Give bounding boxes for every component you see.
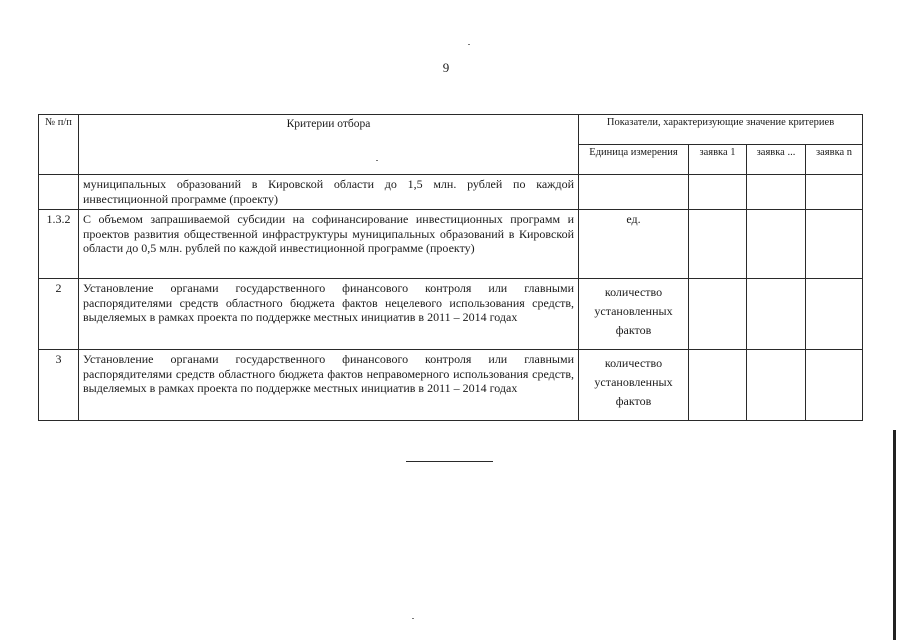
row-criterion: Установление органами государственного финансового контроля или главными распорядителями средств областного бюджета фактов неправомерного использования средств, выделяемых в рамках проекта по поддержке местных инициатив в 2011 – 2014 годах — [79, 350, 579, 421]
row-value-application-n — [806, 350, 863, 421]
row-value-application-1 — [689, 350, 747, 421]
closing-rule — [406, 461, 493, 462]
header-application-1: заявка 1 — [689, 145, 747, 175]
header-application-n: заявка n — [806, 145, 863, 175]
row-unit: количество установленных фактов — [579, 350, 689, 421]
row-criterion: Установление органами государственного финансового контроля или главными распорядителями средств областного бюджета фактов нецелевого использования средств, выделяемых в рамках проекта по поддержке местных инициатив в 2011 – 2014 годах — [79, 279, 579, 350]
row-number: 3 — [39, 350, 79, 421]
header-num: № п/п — [39, 115, 79, 175]
header-indicators: Показатели, характеризующие значение критериев — [579, 115, 863, 145]
scan-speck — [468, 44, 470, 45]
row-value-application-mid — [747, 350, 806, 421]
row-value-application-n — [806, 175, 863, 210]
table-row — [39, 210, 863, 279]
header-criteria: Критерии отбора — [79, 115, 579, 175]
row-value-application-mid — [747, 175, 806, 210]
row-unit — [579, 175, 689, 210]
table-row — [39, 279, 863, 350]
table-row — [39, 350, 863, 421]
criteria-table — [38, 114, 863, 421]
row-value-application-n — [806, 279, 863, 350]
row-value-application-1 — [689, 279, 747, 350]
row-criterion: муниципальных образований в Кировской области до 1,5 млн. рублей по каждой инвестиционной программе (проекту) — [79, 175, 579, 210]
row-value-application-1 — [689, 210, 747, 279]
row-criterion: С объемом запрашиваемой субсидии на софинансирование инвестиционных программ и проектов развития общественной инфраструктуры муниципальных образований в Кировской области до 0,5 млн. рублей по каждой инвестиционной программе (проекту) — [79, 210, 579, 279]
row-number: 2 — [39, 279, 79, 350]
page-number: 9 — [442, 60, 450, 75]
table-row — [39, 175, 863, 210]
header-application-mid: заявка ... — [747, 145, 806, 175]
row-unit: ед. — [579, 210, 689, 279]
header-unit: Единица измерения — [579, 145, 689, 175]
scan-edge — [893, 430, 896, 640]
row-value-application-1 — [689, 175, 747, 210]
scan-speck — [412, 618, 414, 619]
table-header-row — [39, 115, 863, 145]
row-value-application-mid — [747, 210, 806, 279]
row-value-application-n — [806, 210, 863, 279]
row-value-application-mid — [747, 279, 806, 350]
row-unit: количество установленных фактов — [579, 279, 689, 350]
row-number — [39, 175, 79, 210]
row-number: 1.3.2 — [39, 210, 79, 279]
